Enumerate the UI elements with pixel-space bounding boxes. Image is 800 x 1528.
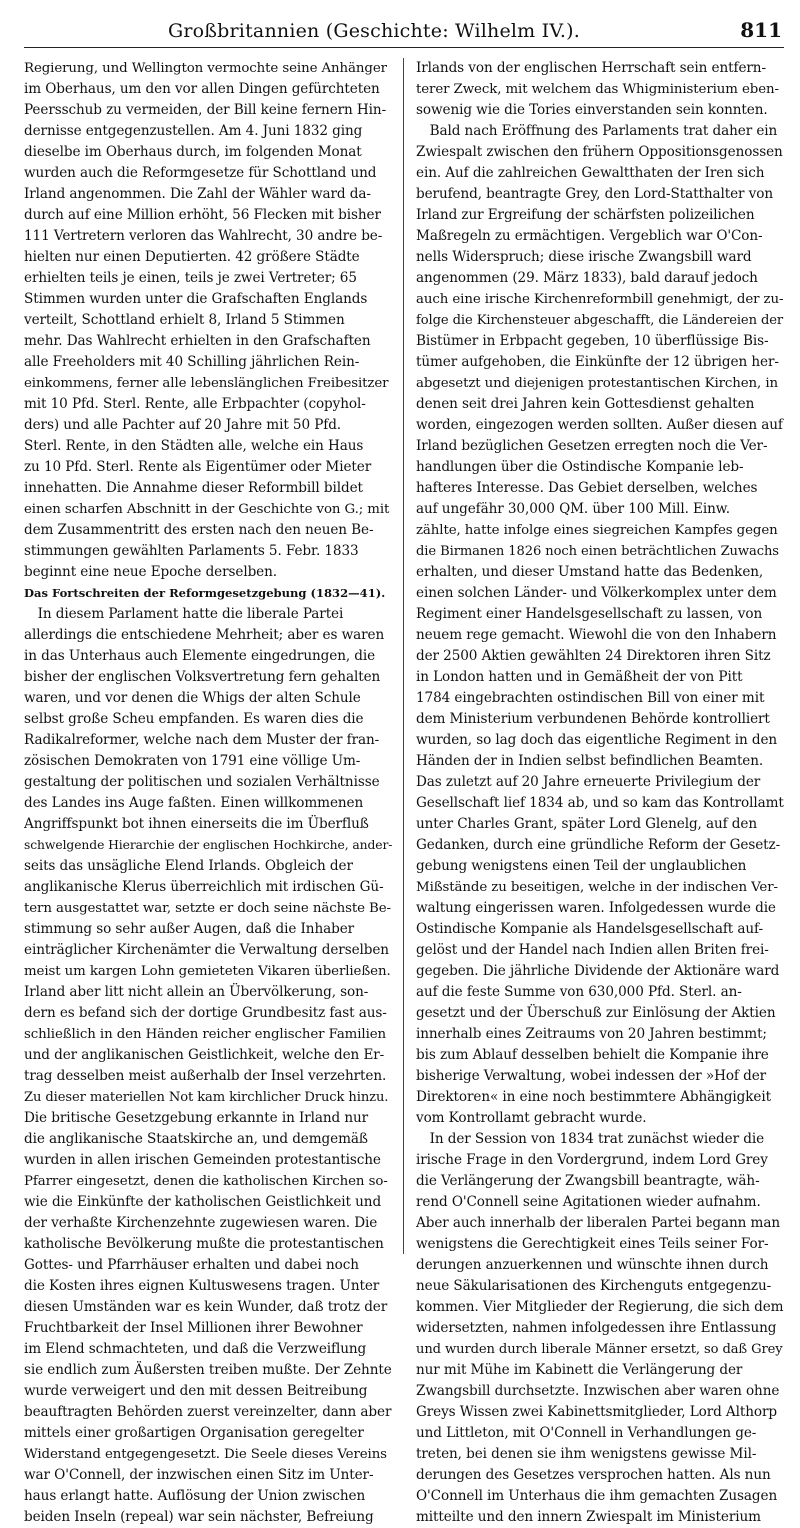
text-line: Peersschub zu vermeiden, der Bill keine fernern Hin- — [24, 102, 387, 118]
text-line: Gedanken, durch eine gründliche Reform der Gesetz- — [416, 837, 781, 853]
text-line: neuem rege gemacht. Wiewohl die von den Inhabern — [416, 627, 777, 643]
text-line: Fruchtbarkeit der Insel Millionen ihrer Bewohner — [24, 1320, 363, 1336]
text-line: trag desselben meist außerhalb der Insel verzehrten. — [24, 1068, 387, 1084]
text-line: schwelgende Hierarchie der englischen Hochkirche, ander- — [24, 838, 392, 852]
text-line: im Oberhaus, um den vor allen Dingen gefürchteten — [24, 81, 380, 97]
text-line: Die britische Gesetzgebung erkannte in Irland nur — [24, 1110, 369, 1126]
text-line: beginnt eine neue Epoche derselben. — [24, 564, 278, 580]
text-line: beiden Inseln (repeal) war sein nächster, Befreiung — [24, 1509, 374, 1525]
text-line: In der Session von 1834 trat zunächst wieder die — [429, 1131, 765, 1147]
text-line: derungen des Gesetzes versprochen hatten. Als nun — [416, 1467, 771, 1483]
text-line: zählte, hatte infolge eines siegreichen Kampfes gegen — [416, 523, 778, 538]
text-line: 111 Vertretern verloren das Wahlrecht, 30 andre be- — [24, 228, 383, 244]
text-line: schließlich in den Händen reicher englischer Familien — [24, 1027, 387, 1042]
text-line: Zu dieser materiellen Not kam kirchlicher Druck hinzu. — [24, 1090, 389, 1105]
text-line: angenommen (29. März 1833), bald darauf jedoch — [416, 270, 758, 286]
text-line: katholische Bevölkerung mußte die protestantischen — [24, 1236, 384, 1252]
page-number: 811 — [740, 18, 782, 42]
text-line: und Littleton, mit O'Connell in Verhandlungen ge- — [416, 1425, 757, 1441]
text-line: sie endlich zum Äußersten treiben mußte. Der Zehnte — [24, 1362, 392, 1378]
text-line: ders) und alle Pachter auf 20 Jahre mit 50 Pfd. — [24, 417, 342, 433]
text-line: widersetzten, nahmen infolgedessen ihre Entlassung — [416, 1320, 777, 1336]
text-line: der 2500 Aktien gewählten 24 Direktoren ihren Sitz — [416, 648, 771, 664]
text-line: wenigstens die Gerechtigkeit eines Teils seiner For- — [416, 1236, 769, 1252]
text-line: wurden in allen irischen Gemeinden protestantische — [24, 1152, 381, 1168]
text-line: meist um kargen Lohn gemieteten Vikaren überließen. — [24, 964, 391, 979]
text-line: Bald nach Eröffnung des Parlaments trat daher ein — [429, 123, 778, 139]
text-line: rend O'Connell seine Agitationen wieder aufnahm. — [416, 1194, 761, 1210]
text-line: Irland aber litt nicht allein an Übervölkerung, son- — [24, 984, 369, 1000]
text-line: Gesellschaft lief 1834 ab, und so kam das Kontrollamt — [416, 795, 784, 811]
text-line: innehatten. Die Annahme dieser Reformbill bildet — [24, 480, 363, 496]
text-line: Radikalreformer, welche nach dem Muster der fran- — [24, 732, 380, 748]
text-line: gelöst und der Handel nach Indien allen Briten frei- — [416, 942, 769, 958]
text-line: sowenig wie die Tories einverstanden sein konnten. — [416, 102, 768, 118]
text-line: gesetzt und der Überschuß zur Einlösung der Aktien — [416, 1005, 776, 1021]
text-line: anglikanische Klerus überreichlich mit irdischen Gü- — [24, 879, 384, 895]
text-line: neue Säkularisationen des Kirchenguts entgegenzu- — [416, 1278, 772, 1294]
text-line: Sterl. Rente, in den Städten alle, welche ein Haus — [24, 438, 364, 454]
text-line: allerdings die entschiedene Mehrheit; aber es waren — [24, 627, 385, 643]
text-line: bisher der englischen Volksvertretung fern gehalten — [24, 669, 381, 685]
text-line: Mißstände zu beseitigen, welche in der indischen Ver- — [416, 880, 778, 895]
text-line: Maßregeln zu ermächtigen. Vergeblich war O'Con- — [416, 228, 763, 244]
text-line: erhielten teils je einen, teils je zwei Vertreter; 65 — [24, 270, 357, 286]
text-line: zösischen Demokraten von 1791 eine völlige Um- — [24, 753, 361, 769]
header-rule — [24, 47, 784, 48]
text-line: Irland zur Ergreifung der schärfsten polizeilichen — [416, 207, 755, 223]
text-line: Gottes- und Pfarrhäuser erhalten und dabei noch — [24, 1257, 359, 1273]
text-line: und der anglikanischen Geistlichkeit, welche den Er- — [24, 1047, 385, 1063]
text-line: gebung wenigstens einen Teil der unglaublichen — [416, 858, 747, 874]
text-line: Direktoren« in eine noch bestimmtere Abhängigkeit — [416, 1089, 771, 1105]
text-line: irische Frage in den Vordergrund, indem Lord Grey — [416, 1152, 768, 1168]
text-line: Widerstand entgegengesetzt. Die Seele dieses Vereins — [24, 1447, 387, 1462]
text-line: dieselbe im Oberhaus durch, im folgenden Monat — [24, 144, 362, 160]
text-line: in London hatten und in Gemäßheit der von Pitt — [416, 669, 743, 685]
text-line: Greys Wissen zwei Kabinettsmitglieder, Lord Althorp — [416, 1404, 777, 1420]
text-line: wurde verweigert und den mit dessen Beitreibung — [24, 1383, 368, 1399]
text-line: stimmung so sehr außer Augen, daß die Inhaber — [24, 921, 355, 937]
text-line: und wurden durch liberale Männer ersetzt, so daß Grey — [416, 1342, 783, 1357]
text-line: Zwangsbill durchsetzte. Inzwischen aber waren ohne — [416, 1383, 780, 1399]
text-line: folge die Kirchensteuer abgeschafft, die Ländereien der — [416, 313, 784, 328]
text-line: denen seit drei Jahren kein Gottesdienst gehalten — [416, 396, 755, 412]
text-line: unter Charles Grant, später Lord Glenelg, auf den — [416, 816, 758, 832]
text-line: Bistümer in Erbpacht gegeben, 10 überflüssige Bis- — [416, 333, 769, 349]
text-line: die Kosten ihres eignen Kultuswesens tragen. Unter — [24, 1278, 380, 1294]
text-line: Irlands von der englischen Herrschaft sein entfern- — [416, 60, 766, 76]
text-line: innerhalb eines Zeitraums von 20 Jahren bestimmt; — [416, 1026, 767, 1042]
text-line: einträglicher Kirchenämter die Verwaltung derselben — [24, 942, 389, 958]
text-line: dernisse entgegenzustellen. Am 4. Juni 1832 ging — [24, 123, 363, 139]
text-line: bisherige Verwaltung, wobei indessen der »Hof der — [416, 1068, 767, 1084]
text-line: tern ausgestattet war, setzte er doch seine nächste Be- — [24, 901, 391, 916]
text-line: auf ungefähr 30,000 QM. über 100 Mill. Einw. — [416, 501, 730, 517]
text-line: Aber auch innerhalb der liberalen Partei begann man — [416, 1215, 780, 1231]
text-line: einen scharfen Abschnitt in der Geschichte von G.; mit — [24, 502, 390, 517]
text-line: die Verlängerung der Zwangsbill beantragte, wäh- — [416, 1173, 760, 1189]
text-line: die anglikanische Staatskirche an, und demgemäß — [24, 1131, 368, 1147]
text-line: wurden auch die Reformgesetze für Schottland und — [24, 165, 377, 181]
text-line: dem Zusammentritt des ersten nach den neuen Be- — [24, 522, 374, 538]
text-line: zu 10 Pfd. Sterl. Rente als Eigentümer oder Mieter — [24, 459, 372, 475]
text-line: hielten nur einen Deputierten. 42 größere Städte — [24, 249, 360, 265]
text-line: Ostindische Kompanie als Handelsgesellschaft auf- — [416, 921, 763, 937]
text-line: beauftragten Behörden zuerst vereinzelter, dann aber — [24, 1404, 392, 1420]
text-line: seits das unsägliche Elend Irlands. Obgleich der — [24, 858, 353, 874]
text-line: alle Freeholders mit 40 Schilling jährlichen Rein- — [24, 354, 360, 370]
right-column — [416, 58, 784, 1528]
text-line: nells Widerspruch; diese irische Zwangsbill ward — [416, 249, 752, 265]
text-line: der verhaßte Kirchenzehnte zugewiesen waren. Die — [24, 1215, 378, 1231]
text-line: derungen anzuerkennen und wünschte ihnen durch — [416, 1257, 769, 1273]
text-line: vom Kontrollamt gebracht wurde. — [416, 1110, 647, 1126]
text-line: einen solchen Länder- und Völkerkomplex unter dem — [416, 585, 777, 601]
text-line: bis zum Ablauf desselben behielt die Kompanie ihre — [416, 1047, 769, 1063]
text-line: In diesem Parlament hatte die liberale Partei — [37, 606, 344, 622]
text-line: O'Connell im Unterhaus die ihm gemachten Zusagen — [416, 1488, 778, 1504]
text-line: wurden, so lag doch das eigentliche Regiment in den — [416, 732, 778, 748]
text-line: handlungen über die Ostindische Kompanie leb- — [416, 459, 744, 475]
text-line: selbst große Scheu empfanden. Es waren dies die — [24, 711, 364, 727]
text-line: durch auf eine Million erhöht, 56 Flecken mit bisher — [24, 207, 381, 223]
running-head: Großbritannien (Geschichte: Wilhelm IV.). — [167, 20, 581, 42]
text-line: ein. Auf die zahlreichen Gewaltthaten der Iren sich — [416, 165, 765, 181]
text-line: tümer aufgehoben, die Einkünfte der 12 übrigen her- — [416, 354, 779, 370]
text-line: verteilt, Schottland erhielt 8, Irland 5 Stimmen — [24, 312, 345, 328]
text-line: in das Unterhaus auch Elemente eingedrungen, die — [24, 648, 376, 664]
text-line: Irland bezüglichen Gesetzen erregten noch die Ver- — [416, 438, 768, 454]
text-line: Zwiespalt zwischen den frühern Oppositionsgenossen — [416, 144, 783, 160]
text-line: Angriffspunkt bot ihnen einerseits die im Überfluß — [24, 816, 369, 832]
text-line: diesen Umständen war es kein Wunder, daß trotz der — [24, 1299, 388, 1315]
text-line: erhalten, und dieser Umstand hatte das Bedenken, — [416, 564, 764, 580]
text-line: mehr. Das Wahlrecht erhielten in den Grafschaften — [24, 333, 371, 349]
text-line: Irland angenommen. Die Zahl der Wähler ward da- — [24, 186, 371, 202]
text-line: des Landes ins Auge faßten. Einen willkommenen — [24, 795, 364, 811]
text-line: treten, bei denen sie ihm wenigstens gewisse Mil- — [416, 1446, 757, 1462]
text-line: mitteilte und den innern Zwiespalt im Ministerium — [416, 1509, 761, 1525]
text-line: dern es befand sich der dortige Grundbesitz fast aus- — [24, 1005, 387, 1021]
text-line: im Elend schmachteten, und daß die Verzweiflung — [24, 1341, 367, 1357]
text-line: Regierung, und Wellington vermochte seine Anhänger — [24, 61, 387, 76]
page-header — [24, 14, 784, 48]
text-line: wie die Einkünfte der katholischen Geistlichkeit und — [24, 1194, 382, 1210]
text-line: gestaltung der politischen und sozialen Verhältnisse — [24, 774, 380, 790]
text-line: abgesetzt und diejenigen protestantischen Kirchen, in — [416, 376, 778, 391]
text-line: Stimmen wurden unter die Grafschaften Englands — [24, 291, 368, 307]
document-page — [24, 14, 784, 1525]
text-line: Regiment einer Handelsgesellschaft zu lassen, von — [416, 606, 763, 622]
text-line: berufend, beantragte Grey, den Lord-Statthalter von — [416, 186, 773, 202]
text-line: waren, und vor denen die Whigs der alten Schule — [24, 690, 361, 706]
text-line: nur mit Mühe im Kabinett die Verlängerung der — [416, 1362, 743, 1378]
text-line: auch eine irische Kirchenreformbill genehmigt, der zu- — [416, 292, 784, 307]
text-line: worden, eingezogen werden sollten. Außer diesen auf — [416, 417, 783, 433]
text-line: stimmungen gewählten Parlaments 5. Febr. 1833 — [24, 543, 359, 559]
text-line: auf die feste Summe von 630,000 Pfd. Sterl. an- — [416, 984, 742, 1000]
text-line: hafteres Interesse. Das Gebiet derselben, welches — [416, 480, 758, 496]
text-line: haus erlangt hatte. Auflösung der Union zwischen — [24, 1488, 366, 1504]
text-line: Pfarrer eingesetzt, denen die katholischen Kirchen so- — [24, 1174, 388, 1189]
text-line: 1784 eingebrachten ostindischen Bill von einer mit — [416, 690, 765, 706]
text-line: mittels einer großartigen Organisation geregelter — [24, 1425, 364, 1441]
text-line: einkommens, ferner alle lebenslänglichen Freibesitzer — [24, 376, 389, 391]
text-line: gegeben. Die jährliche Dividende der Aktionäre ward — [416, 963, 780, 979]
text-line: mit 10 Pfd. Sterl. Rente, alle Erbpachter (copyhol- — [24, 396, 366, 412]
text-line: Das zuletzt auf 20 Jahre erneuerte Privilegium der — [416, 774, 761, 790]
text-line: dem Ministerium verbundenen Behörde kontrolliert — [416, 711, 770, 727]
column-divider — [403, 58, 404, 1254]
text-line: Händen der in Indien selbst befindlichen Beamten. — [416, 753, 764, 769]
text-line: Das Fortschreiten der Reformgesetzgebung (1832—41). — [24, 586, 386, 600]
text-line: kommen. Vier Mitglieder der Regierung, die sich dem — [416, 1299, 784, 1315]
left-column — [24, 58, 392, 1528]
text-line: terer Zweck, mit welchem das Whigministerium eben- — [416, 82, 779, 97]
text-line: war O'Connell, der inzwischen einen Sitz im Unter- — [24, 1467, 374, 1483]
text-line: waltung eingerissen waren. Infolgedessen wurde die — [416, 900, 776, 916]
text-line: die Birmanen 1826 noch einen beträchtlichen Zuwachs — [416, 544, 779, 559]
